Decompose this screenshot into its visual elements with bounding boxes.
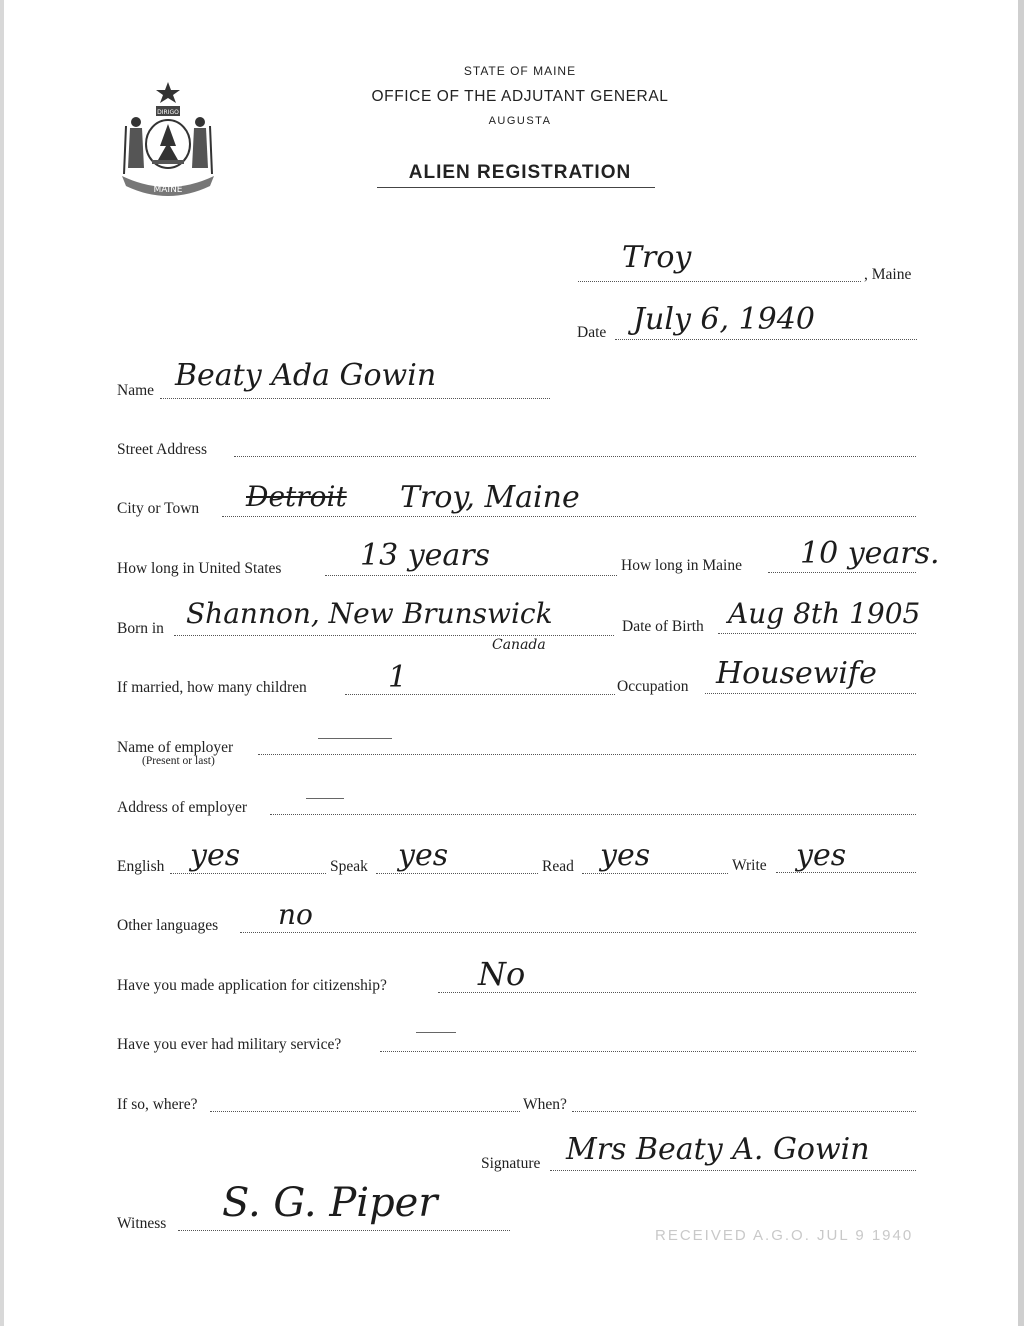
write-value: yes	[796, 838, 847, 873]
received-stamp: RECEIVED A.G.O. JUL 9 1940	[655, 1227, 914, 1244]
title-underline	[377, 187, 655, 188]
occupation-label: Occupation	[617, 678, 689, 695]
citizenship-label: Have you made application for citizenship?	[117, 977, 387, 994]
signature-dotted-line	[550, 1170, 916, 1171]
witness-value: S. G. Piper	[222, 1180, 438, 1226]
form-title: ALIEN REGISTRATION	[408, 162, 632, 183]
employer-address-dotted-line	[270, 814, 916, 815]
occupation-dotted-line	[705, 693, 916, 694]
occupation-value: Housewife	[716, 656, 877, 691]
children-label: If married, how many children	[117, 679, 307, 696]
military-dash	[416, 1032, 456, 1033]
children-value: 1	[388, 660, 408, 695]
dob-label: Date of Birth	[622, 618, 704, 635]
maine-state-seal	[112, 76, 224, 206]
employer-address-dash	[306, 798, 344, 799]
english-dotted-line	[170, 873, 326, 874]
english-label: English	[117, 858, 165, 875]
signature-label: Signature	[481, 1155, 541, 1172]
children-dotted-line	[345, 694, 615, 695]
us-time-value: 13 years	[360, 538, 491, 573]
place-value: Troy	[622, 240, 692, 275]
dob-dotted-line	[718, 633, 916, 634]
employer-dash	[318, 738, 392, 739]
street-label: Street Address	[117, 441, 207, 458]
dob-value: Aug 8th 1905	[728, 597, 921, 630]
witness-dotted-line	[178, 1230, 510, 1231]
other-languages-dotted-line	[240, 932, 916, 933]
employer-address-label: Address of employer	[117, 799, 247, 816]
born-value: Shannon, New Brunswick	[186, 597, 553, 630]
maine-time-value: 10 years.	[800, 536, 940, 571]
military-dotted-line	[380, 1051, 916, 1052]
svg-text:DIRIGO: DIRIGO	[157, 109, 179, 116]
us-time-dotted-line	[325, 575, 617, 576]
speak-dotted-line	[376, 873, 538, 874]
city-value: Troy, Maine	[400, 480, 580, 515]
us-time-label: How long in United States	[117, 560, 282, 577]
date-dotted-line	[615, 339, 917, 340]
when-dotted-line	[572, 1111, 916, 1112]
scan-edge-left	[0, 0, 4, 1326]
date-value: July 6, 1940	[633, 302, 815, 337]
svg-text:MAINE: MAINE	[153, 185, 183, 195]
place-dotted-line	[578, 281, 861, 282]
when-label: When?	[523, 1096, 567, 1113]
date-label: Date	[577, 324, 607, 341]
name-value: Beaty Ada Gowin	[175, 358, 437, 393]
english-value: yes	[190, 838, 241, 873]
read-value: yes	[600, 838, 651, 873]
read-label: Read	[542, 858, 574, 875]
city-dotted-line	[222, 516, 916, 517]
speak-label: Speak	[330, 858, 368, 875]
maine-time-label: How long in Maine	[621, 557, 742, 574]
employer-dotted-line	[258, 754, 916, 755]
born-note: Canada	[492, 637, 546, 653]
signature-value: Mrs Beaty A. Gowin	[566, 1132, 870, 1167]
city-label: City or Town	[117, 500, 200, 517]
witness-label: Witness	[117, 1215, 167, 1232]
header-state: STATE OF MAINE	[463, 64, 577, 78]
name-dotted-line	[160, 398, 550, 399]
city-struck-value: Detroit	[246, 480, 347, 513]
employer-sublabel: (Present or last)	[142, 755, 215, 767]
place-suffix: , Maine	[864, 266, 912, 283]
header-city: AUGUSTA	[488, 115, 552, 127]
other-languages-label: Other languages	[117, 917, 219, 934]
write-label: Write	[732, 857, 767, 874]
read-dotted-line	[582, 873, 728, 874]
street-dotted-line	[234, 456, 916, 457]
name-label: Name	[117, 382, 155, 399]
where-label: If so, where?	[117, 1096, 198, 1113]
maine-time-dotted-line	[768, 572, 916, 573]
other-languages-value: no	[278, 898, 313, 931]
military-label: Have you ever had military service?	[117, 1036, 342, 1053]
where-dotted-line	[210, 1111, 520, 1112]
born-dotted-line	[174, 635, 614, 636]
header-office: OFFICE OF THE ADJUTANT GENERAL	[371, 88, 669, 105]
scan-edge-right	[1018, 0, 1024, 1326]
citizenship-value: No	[478, 955, 526, 993]
born-label: Born in	[117, 620, 164, 637]
employer-label: Name of employer	[117, 739, 234, 756]
speak-value: yes	[398, 838, 449, 873]
